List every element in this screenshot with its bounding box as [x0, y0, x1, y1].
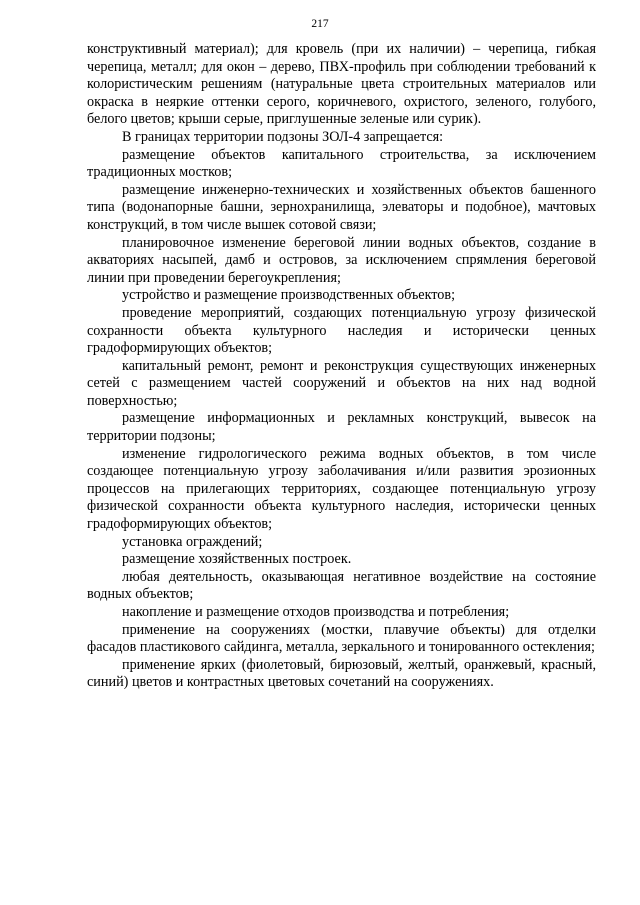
- list-item: применение на сооружениях (мостки, плавучие объекты) для отделки фасадов пластикового сайдинга, металла, зеркального и тонированного остекления;: [87, 621, 596, 656]
- page-number: 217: [311, 18, 329, 30]
- list-item: размещение инженерно-технических и хозяйственных объектов башенного типа (водонапорные башни, зернохранилища, элеваторы и подобное), мачтовых конструкций, в том числе вышек сотовой связи;: [87, 181, 596, 233]
- list-item: любая деятельность, оказывающая негативное воздействие на состояние водных объектов;: [87, 568, 596, 603]
- body-text: [87, 41, 596, 692]
- list-item: размещение хозяйственных построек.: [122, 551, 352, 568]
- list-item: размещение информационных и рекламных конструкций, вывесок на территории подзоны;: [87, 410, 596, 445]
- list-item: накопление и размещение отходов производства и потребления;: [122, 604, 510, 620]
- list-item: устройство и размещение производственных объектов;: [122, 287, 456, 304]
- list-item: установка ограждений;: [122, 533, 263, 550]
- list-item: изменение гидрологического режима водных объектов, в том числе создающее потенциальную угрозу заболачивания и/или развития эрозионных процессов на прилегающих территориях, создающее потенциальную угрозу физической сохранности объекта культурного наследия, исторически ценных градоформирующих объектов;: [87, 445, 596, 533]
- list-item: капитальный ремонт, ремонт и реконструкция существующих инженерных сетей с размещением частей сооружений и объектов на них над водной поверхностью;: [87, 357, 596, 409]
- list-item: проведение мероприятий, создающих потенциальную угрозу физической сохранности объекта культурного наследия и исторически ценных градоформирующих объектов;: [87, 304, 596, 357]
- list-item: применение ярких (фиолетовый, бирюзовый, желтый, оранжевый, красный, синий) цветов и контрастных цветовых сочетаний на сооружениях.: [87, 656, 596, 691]
- list-item: размещение объектов капитального строительства, за исключением традиционных мостков;: [87, 146, 596, 181]
- paragraph-intro-prohibitions: В границах территории подзоны ЗОЛ-4 запрещается:: [122, 128, 444, 145]
- paragraph-continuation: конструктивный материал); для кровель (при их наличии) – черепица, гибкая черепица, металл; для окон – дерево, ПВХ-профиль при соблюдении требований к колористическим решениям (натуральные цвета строительных материалов или окраска в неяркие оттенки серого, коричневого, охристого, зеленого, голубого, белого цветов; крыши серые, приглушенные зеленые или сурик).: [87, 41, 596, 128]
- list-item: планировочное изменение береговой линии водных объектов, создание в акваториях насыпей, дамб и островов, за исключением спрямления береговой линии при проведении берегоукрепления;: [87, 234, 596, 286]
